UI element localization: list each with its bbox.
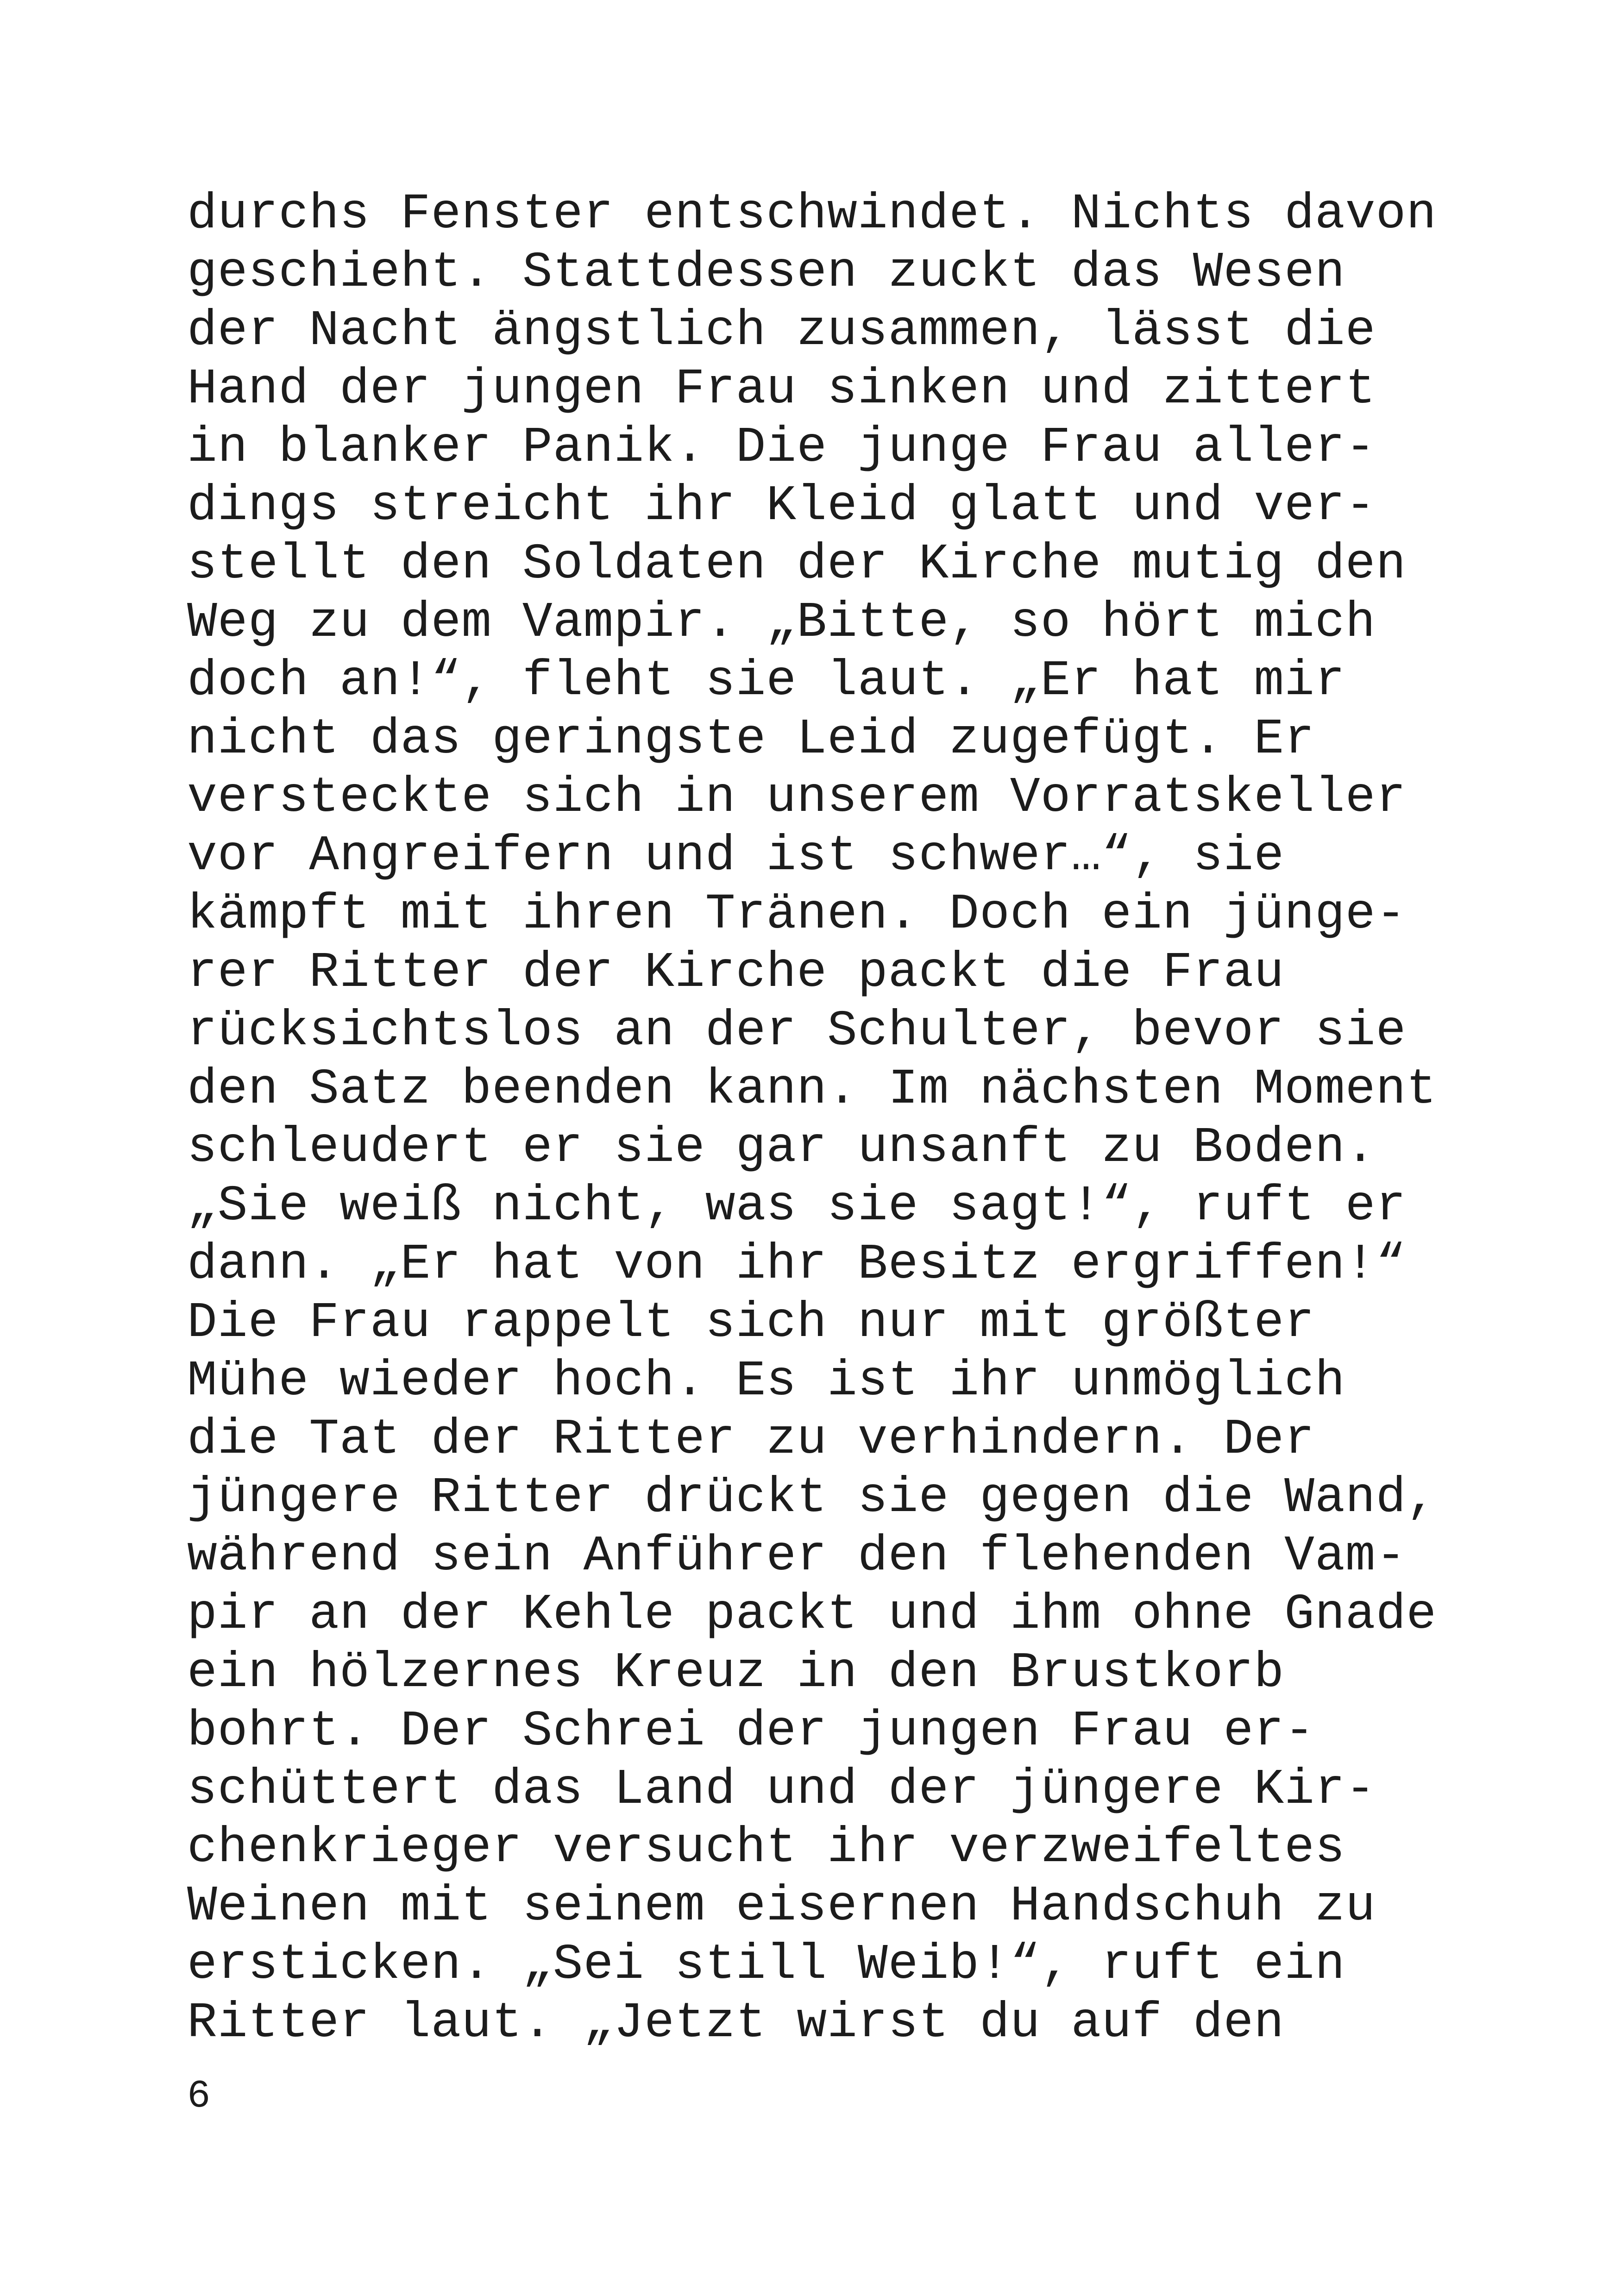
text-line: rer Ritter der Kirche packt die Frau [187, 945, 1285, 1001]
text-line: in blanker Panik. Die junge Frau aller- [187, 420, 1376, 476]
body-text [187, 185, 1437, 2052]
text-line: ersticken. „Sei still Weib!“, ruft ein [187, 1937, 1345, 1993]
text-line: vor Angreifern und ist schwer…“, sie [187, 828, 1285, 885]
text-line: Hand der jungen Frau sinken und zittert [187, 361, 1376, 418]
text-line: kämpft mit ihren Tränen. Doch ein jünge- [187, 886, 1407, 943]
text-line: rücksichtslos an der Schulter, bevor sie [187, 1003, 1407, 1060]
text-line: stellt den Soldaten der Kirche mutig den [187, 536, 1407, 593]
text-line: Weg zu dem Vampir. „Bitte, so hört mich [187, 595, 1376, 651]
text-line: dann. „Er hat von ihr Besitz ergriffen!“ [187, 1236, 1407, 1293]
text-line: nicht das geringste Leid zugefügt. Er [187, 711, 1315, 768]
text-line: schleudert er sie gar unsanft zu Boden. [187, 1120, 1376, 1176]
text-line: Die Frau rappelt sich nur mit größter [187, 1295, 1315, 1351]
text-line: Mühe wieder hoch. Es ist ihr unmöglich [187, 1353, 1345, 1410]
text-line: Ritter laut. „Jetzt wirst du auf den [187, 1995, 1285, 2051]
text-line: schüttert das Land und der jüngere Kir- [187, 1762, 1376, 1818]
text-line: „Sie weiß nicht, was sie sagt!“, ruft er [187, 1178, 1407, 1235]
text-line: chenkrieger versucht ihr verzweifeltes [187, 1820, 1345, 1876]
text-line: die Tat der Ritter zu verhindern. Der [187, 1411, 1315, 1468]
text-line: durchs Fenster entschwindet. Nichts davon [187, 186, 1437, 243]
text-line: doch an!“, fleht sie laut. „Er hat mir [187, 653, 1345, 709]
text-line: geschieht. Stattdessen zuckt das Wesen [187, 245, 1345, 301]
text-line: während sein Anführer den flehenden Vam- [187, 1528, 1407, 1585]
text-line: jüngere Ritter drückt sie gegen die Wand, [187, 1470, 1437, 1526]
text-line: der Nacht ängstlich zusammen, lässt die [187, 303, 1376, 359]
text-line: versteckte sich in unserem Vorratskeller [187, 770, 1407, 826]
text-line: Weinen mit seinem eisernen Handschuh zu [187, 1878, 1376, 1935]
page-number: 6 [187, 2075, 211, 2119]
text-line: ein hölzernes Kreuz in den Brustkorb [187, 1645, 1285, 1701]
text-line: bohrt. Der Schrei der jungen Frau er- [187, 1703, 1315, 1760]
text-line: pir an der Kehle packt und ihm ohne Gnade [187, 1587, 1437, 1643]
text-line: den Satz beenden kann. Im nächsten Moment [187, 1061, 1437, 1118]
text-line: dings streicht ihr Kleid glatt und ver- [187, 478, 1376, 534]
